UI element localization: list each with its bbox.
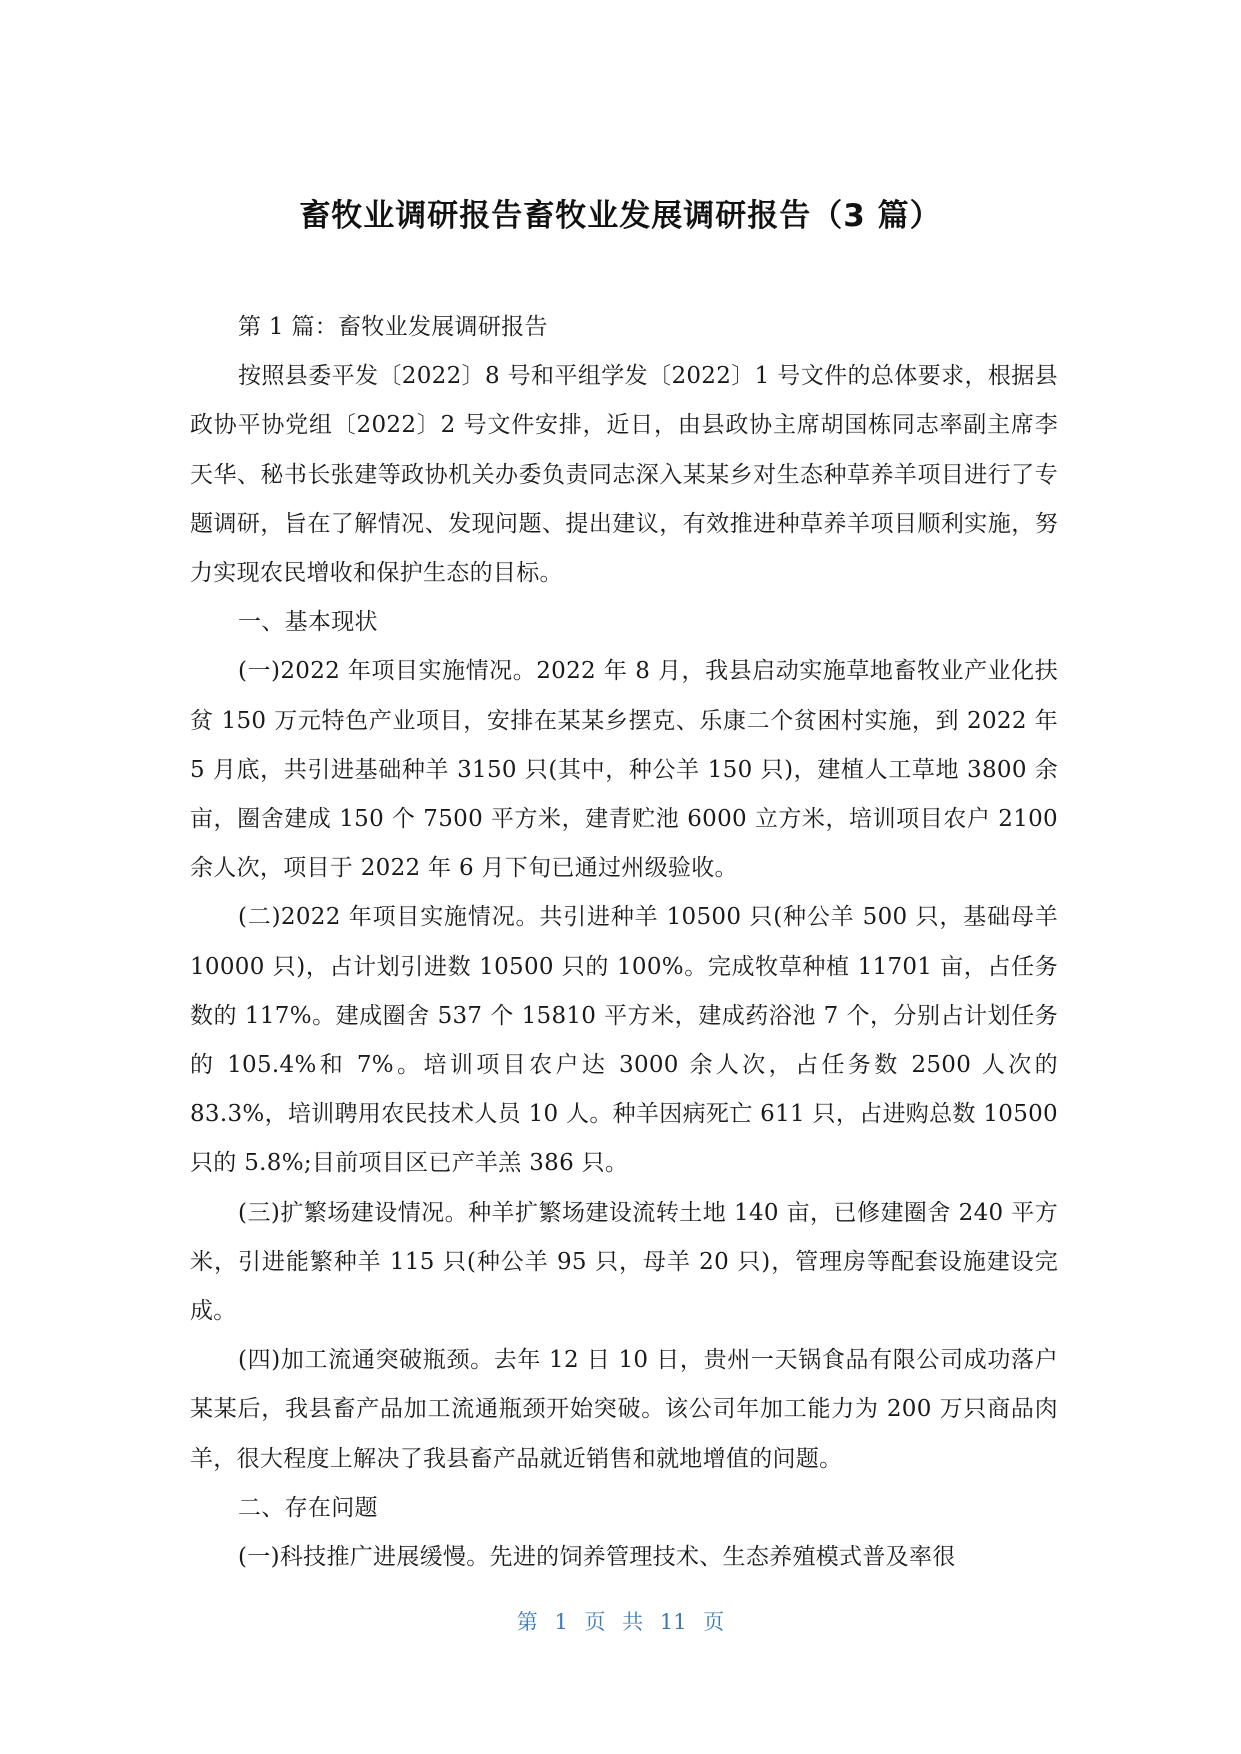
- paragraph: (一)2022 年项目实施情况。2022 年 8 月，我县启动实施草地畜牧业产业化扶贫 150 万元特色产业项目，安排在某某乡摆克、乐康二个贫困村实施，到 2022 年 5 月底，共引进基础种羊 3150 只(其中，种公羊 150 只)，建植人工草地 3800 余亩，圈舍建成 150 个 7500 平方米，建青贮池 6000 立方米，培训项目农户 2100 余人次，项目于 2022 年 6 月下旬已通过州级验收。: [190, 658, 1058, 882]
- section-heading: 一、基本现状: [238, 609, 378, 636]
- paragraph: (三)扩繁场建设情况。种羊扩繁场建设流转土地 140 亩，已修建圈舍 240 平方米，引进能繁种羊 115 只(种公羊 95 只，母羊 20 只)，管理房等配套设施建设完成。: [190, 1199, 1058, 1325]
- document-title: 畜牧业调研报告畜牧业发展调研报告（3 篇）: [299, 198, 942, 234]
- page-footer: 第 1 页 共 11 页: [516, 1610, 725, 1634]
- paragraph: (一)科技推广进展缓慢。先进的饲养管理技术、生态养殖模式普及率很: [238, 1544, 956, 1571]
- paragraph: 按照县委平发〔2022〕8 号和平组学发〔2022〕1 号文件的总体要求，根据县政协平协党组〔2022〕2 号文件安排，近日，由县政协主席胡国栋同志率副主席李天华、秘书长张建等政协机关办委负责同志深入某某乡对生态种草养羊项目进行了专题调研，旨在了解情况、发现问题、提出建议，有效推进种草养羊项目顺利实施，努力实现农民增收和保护生态的目标。: [190, 363, 1058, 587]
- section-heading: 第 1 篇：畜牧业发展调研报告: [238, 314, 548, 340]
- paragraph: (二)2022 年项目实施情况。共引进种羊 10500 只(种公羊 500 只，基础母羊 10000 只)，占计划引进数 10500 只的 100%。完成牧草种植 11701 亩，占任务数的 117%。建成圈舍 537 个 15810 平方米，建成药浴池 7 个，分别占计划任务的 105.4%和 7%。培训项目农户达 3000 余人次，占任务数 2500 人次的 83.3%，培训聘用农民技术人员 10 人。种羊因病死亡 611 只，占进购总数 10500 只的 5.8%;目前项目区已产羊羔 386 只。: [190, 904, 1058, 1177]
- document-body: [190, 303, 1058, 1582]
- paragraph: (四)加工流通突破瓶颈。去年 12 日 10 日，贵州一天锅食品有限公司成功落户某某后，我县畜产品加工流通瓶颈开始突破。该公司年加工能力为 200 万只商品肉羊，很大程度上解决了我县畜产品就近销售和就地增值的问题。: [190, 1347, 1058, 1472]
- section-heading: 二、存在问题: [238, 1494, 378, 1521]
